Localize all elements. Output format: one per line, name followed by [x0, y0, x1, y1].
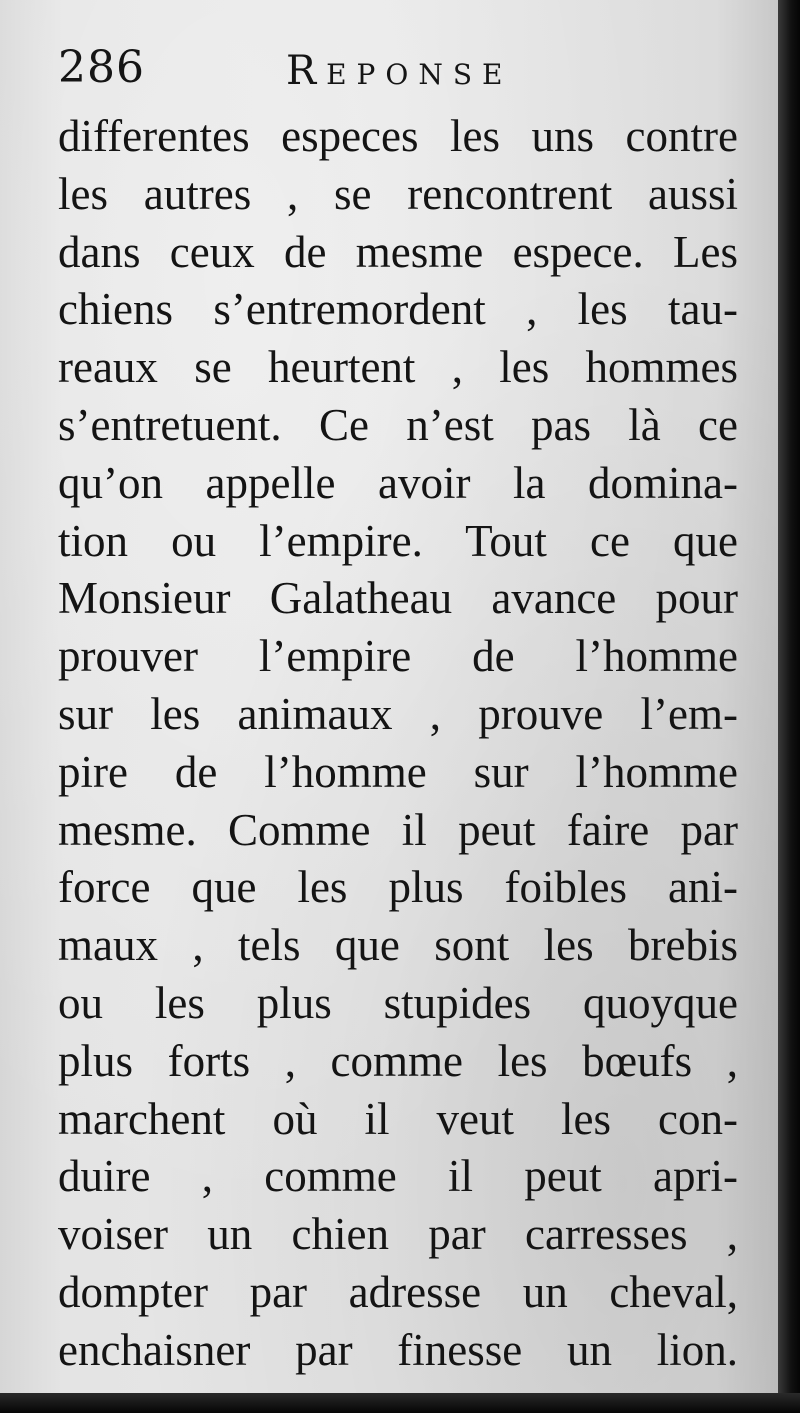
text-line: differentes especes les uns contre: [58, 111, 738, 161]
text-line: marchent où il veut les con-: [58, 1093, 738, 1144]
text-line: les autres , se rencontrent aussi: [58, 168, 738, 219]
text-line: force que les plus foibles ani-: [58, 862, 738, 913]
text-line: maux , tels que sont les brebis: [58, 920, 738, 971]
text-line: sur les animaux , prouve l’em-: [58, 688, 738, 739]
text-line: duire , comme il peut apri-: [58, 1151, 738, 1202]
text-line: tion ou l’empire. Tout ce que: [58, 515, 738, 566]
text-line: mesme. Comme il peut faire par: [58, 804, 738, 855]
text-line: reaux se heurtent , les hommes: [58, 342, 738, 393]
page-bottom-edge: [0, 1393, 800, 1413]
text-line: dans ceux de mesme espece. Les: [58, 226, 738, 277]
page-header: [58, 42, 748, 102]
text-line: plus forts , comme les bœufs ,: [58, 1035, 738, 1086]
text-line: dompter par adresse un cheval,: [58, 1266, 738, 1317]
text-line: voiser un chien par carresses ,: [58, 1209, 738, 1260]
book-spine: [778, 0, 800, 1413]
text-line: ou les plus stupides quoyque: [58, 977, 738, 1028]
page-number: 286: [58, 42, 145, 93]
text-line: qu’on appelle avoir la domina-: [58, 457, 738, 508]
running-title: Reponse: [286, 48, 513, 94]
text-line: s’entretuent. Ce n’est pas là ce: [58, 399, 738, 450]
text-line: chiens s’entremordent , les tau-: [58, 284, 738, 335]
text-line: Monsieur Galatheau avance pour: [58, 573, 738, 624]
body-text: [58, 108, 738, 1380]
text-line: pire de l’homme sur l’homme: [58, 746, 738, 797]
text-line: prouver l’empire de l’homme: [58, 631, 738, 682]
text-line: enchaisner par finesse un lion.: [58, 1324, 738, 1375]
